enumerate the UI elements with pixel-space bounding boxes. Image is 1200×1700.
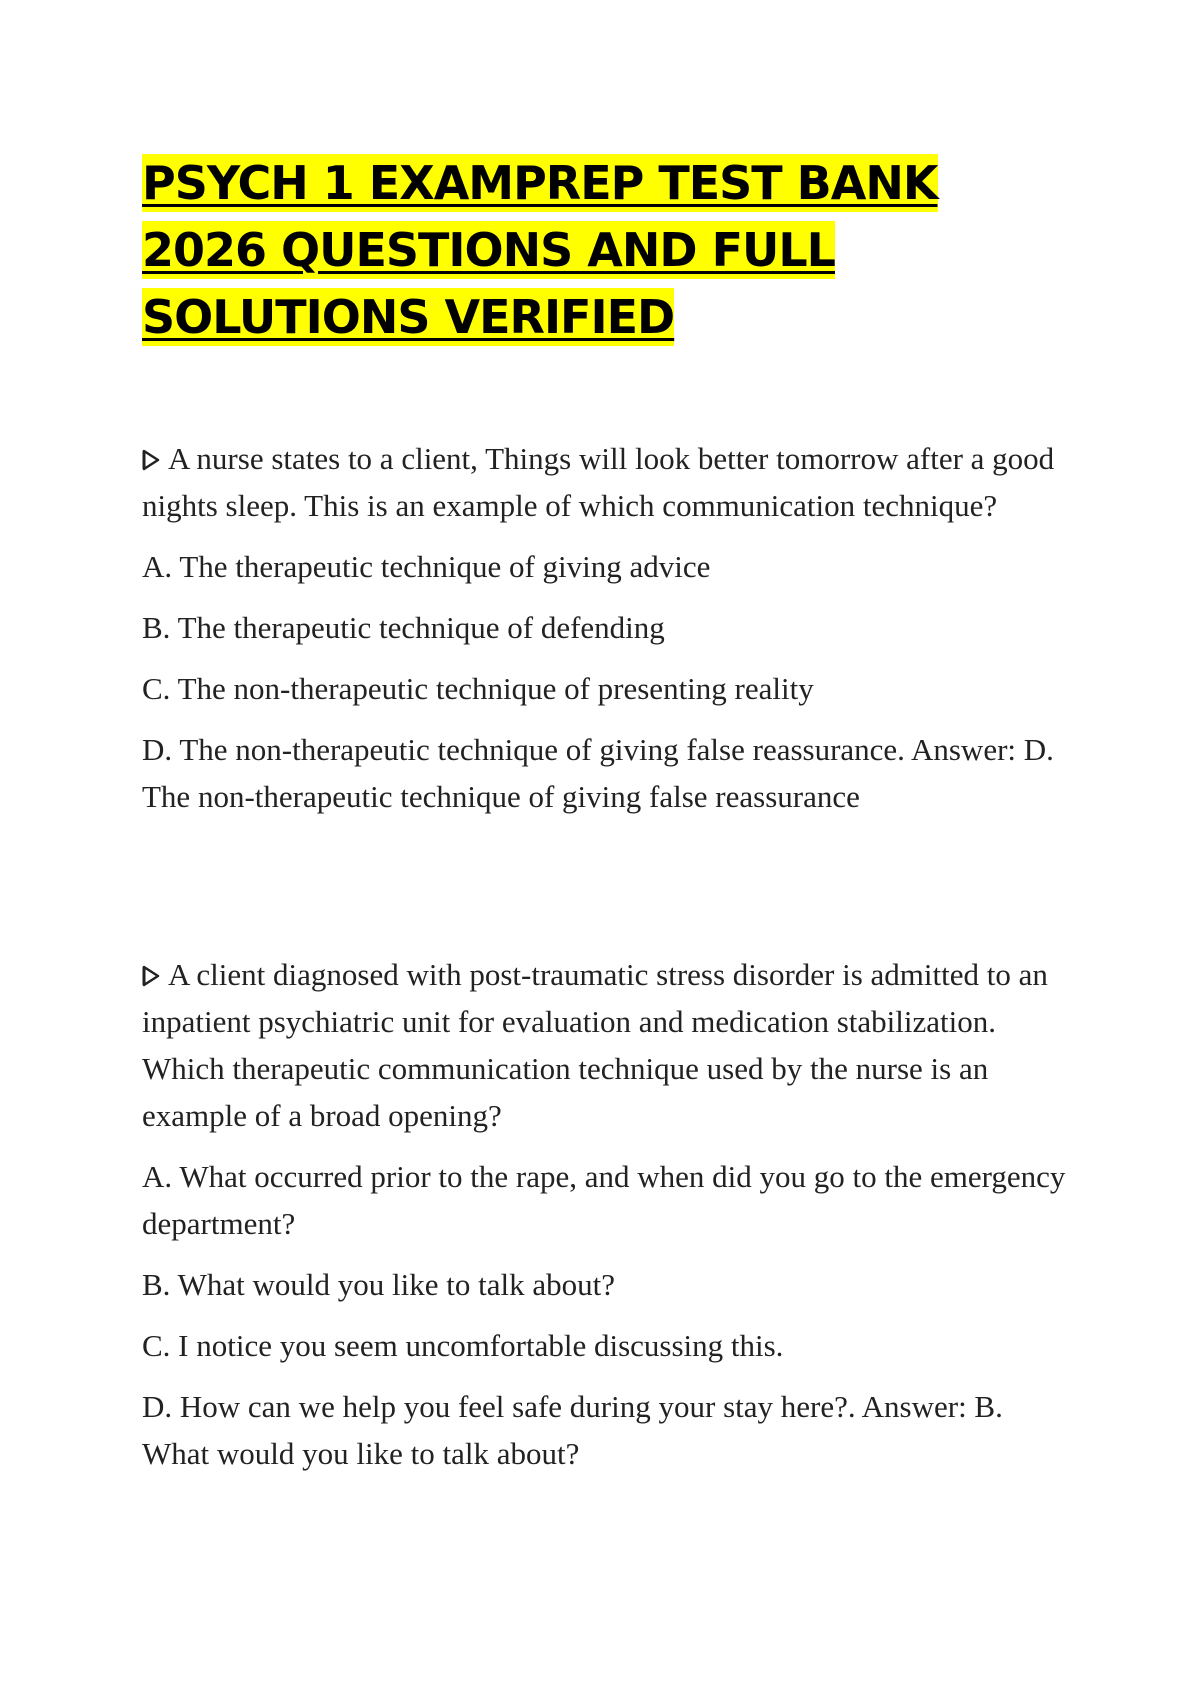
answer-option-b: B. What would you like to talk about? [142,1267,615,1302]
question-stem-text: A nurse states to a client, Things will look better tomorrow after a good nights sleep. This is an example of which communication technique? [142,441,1055,523]
answer-option-b: B. The therapeutic technique of defending [142,610,665,645]
question-stem [142,435,1067,529]
triangle-bullet-icon [142,965,160,987]
question-stem-text: A client diagnosed with post-traumatic stress disorder is admitted to an inpatient psychiatric unit for evaluation and medication stabilization. Which therapeutic communication technique used by the nurse is an example of a broad opening? [142,957,1048,1133]
question-stem [142,951,1067,1139]
question-block [142,435,1067,834]
answer-option-c: C. The non-therapeutic technique of presenting reality [142,671,814,706]
question-block [142,951,1067,1491]
answer-option-d: D. How can we help you feel safe during your stay here?. Answer: B. What would you like to talk about? [142,1389,1003,1471]
answer-option-a: A. The therapeutic technique of giving advice [142,549,711,584]
answer-option-a: A. What occurred prior to the rape, and when did you go to the emergency department? [142,1159,1066,1241]
document-title-text: PSYCH 1 EXAMPREP TEST BANK 2026 QUESTIONS AND FULL SOLUTIONS VERIFIED [142,156,938,344]
document-title [142,150,1042,351]
answer-option-c: C. I notice you seem uncomfortable discussing this. [142,1328,784,1363]
answer-option-d: D. The non-therapeutic technique of giving false reassurance. Answer: D. The non-therapeutic technique of giving false reassurance [142,732,1054,814]
triangle-bullet-icon [142,449,160,471]
